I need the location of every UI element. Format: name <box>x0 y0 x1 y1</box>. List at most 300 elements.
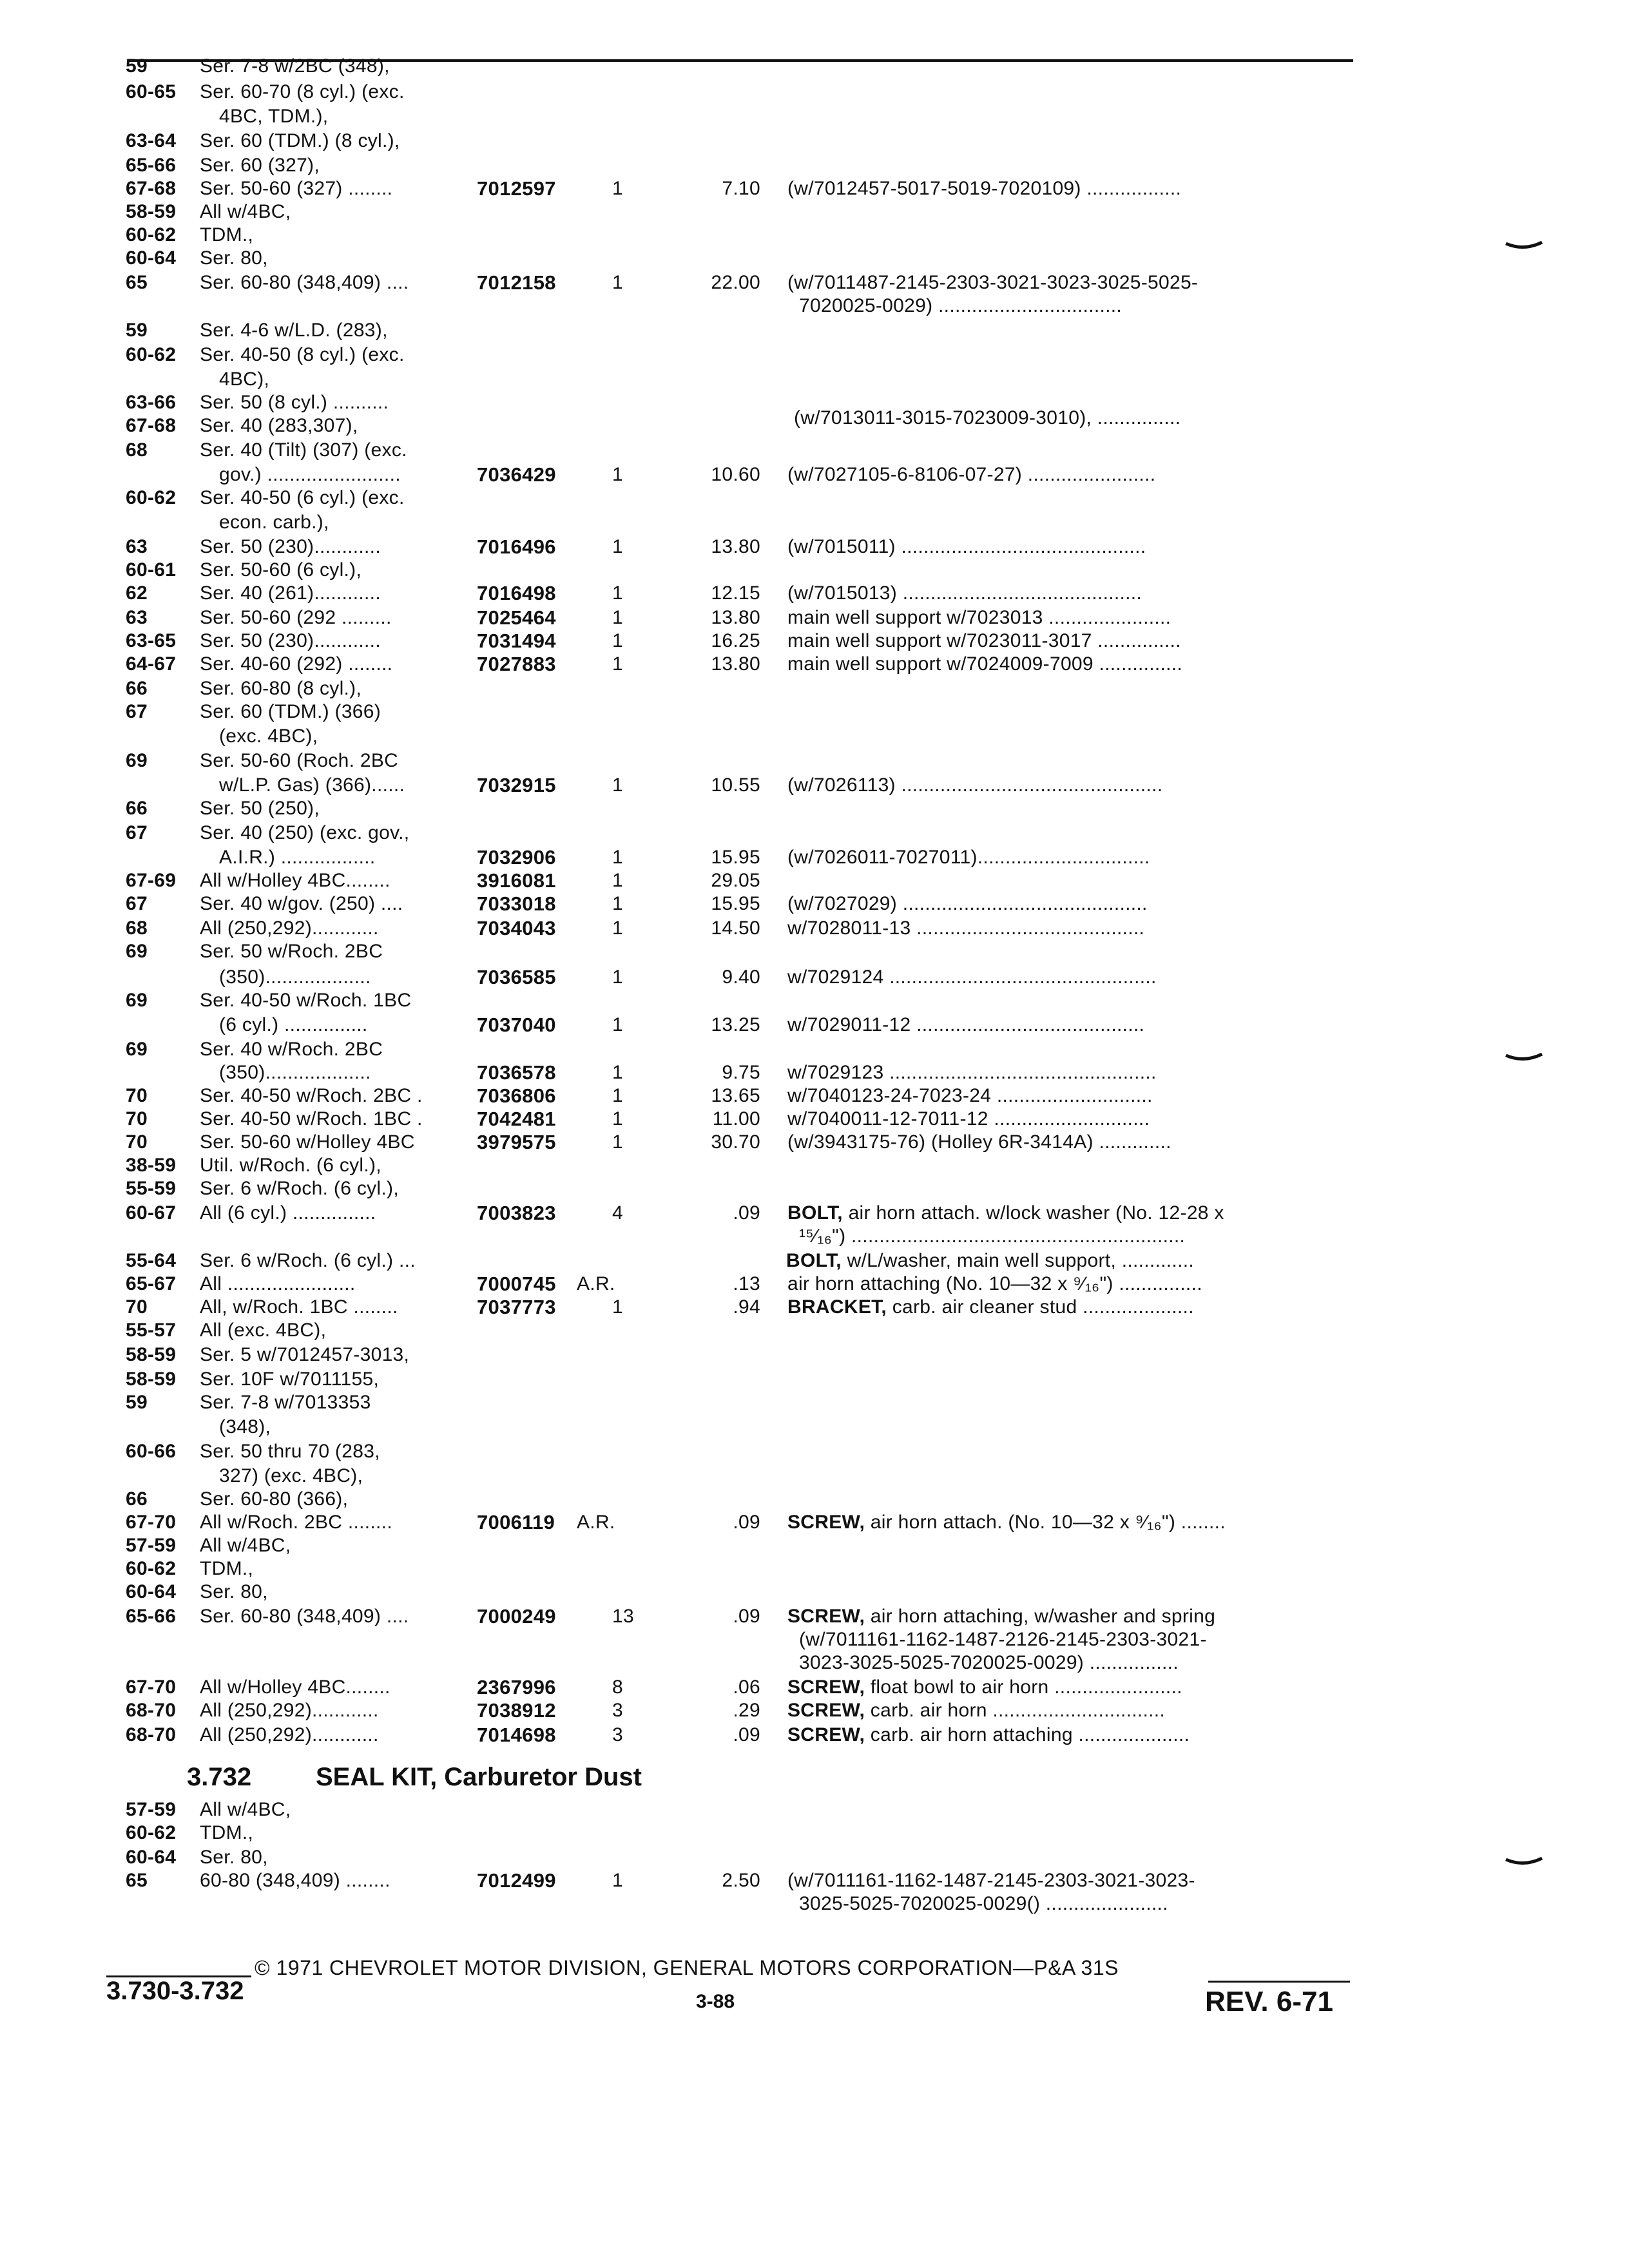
application-text: Ser. 40 (261)............ <box>200 582 381 604</box>
part-description <box>787 847 1150 869</box>
quantity: 1 <box>612 918 623 939</box>
quantity: 1 <box>612 966 623 988</box>
part-detail: carb. air horn ............................... <box>865 1700 1166 1721</box>
quantity: 1 <box>612 582 623 604</box>
model-year: 67-68 <box>126 178 177 199</box>
model-year: 60-61 <box>126 559 177 581</box>
application-text: Ser. 40-50 (6 cyl.) (exc. <box>200 487 405 508</box>
quantity: 1 <box>612 893 623 914</box>
price: 13.80 <box>711 653 760 675</box>
model-year: 55-64 <box>126 1250 177 1271</box>
part-detail: w/7040123-24-7023-24 ............................ <box>787 1085 1153 1106</box>
quantity: A.R. <box>577 1512 615 1533</box>
model-year: 63 <box>126 536 148 557</box>
application-text: 327) (exc. 4BC), <box>219 1465 363 1486</box>
quantity: 1 <box>612 1870 623 1891</box>
price: .94 <box>733 1296 760 1318</box>
model-year: 63-65 <box>126 630 177 651</box>
part-detail: float bowl to air horn ....................... <box>865 1677 1182 1698</box>
application-text: Ser. 40 (Tilt) (307) (exc. <box>200 439 407 461</box>
part-description <box>787 966 1157 988</box>
model-year: 63-66 <box>126 392 177 413</box>
quantity: 1 <box>612 630 623 651</box>
part-description <box>787 1131 1171 1153</box>
application-text: (exc. 4BC), <box>219 726 318 747</box>
model-year: 65 <box>126 272 148 293</box>
part-description <box>787 1724 1190 1746</box>
price: 11.00 <box>712 1108 760 1129</box>
part-detail: (w/7013011-3015-7023009-3010), ............... <box>794 407 1181 428</box>
price: 30.70 <box>711 1131 760 1153</box>
part-detail: (w/7012457-5017-5019-7020109) ................. <box>787 178 1182 199</box>
application-text: TDM., <box>200 1822 254 1843</box>
model-year: 70 <box>126 1108 148 1129</box>
application-text: Ser. 60 (327), <box>200 155 320 176</box>
application-text: Ser. 7-8 w/7013353 <box>200 1392 371 1413</box>
quantity: 1 <box>612 774 623 796</box>
price: .09 <box>733 1724 760 1745</box>
model-year: 67-69 <box>126 870 177 891</box>
application-text: Ser. 40-50 w/Roch. 2BC . <box>200 1085 423 1106</box>
application-text: All, w/Roch. 1BC ........ <box>200 1296 398 1318</box>
part-description <box>787 582 1142 604</box>
application-text: Ser. 60 (TDM.) (8 cyl.), <box>200 130 400 151</box>
part-description <box>787 464 1155 486</box>
application-text: Ser. 40-50 w/Roch. 1BC . <box>200 1108 423 1129</box>
description-continuation <box>799 295 1122 317</box>
part-number: 7037773 <box>477 1296 556 1318</box>
price: 9.40 <box>722 966 760 988</box>
application-text: Ser. 40-50 w/Roch. 1BC <box>200 990 412 1011</box>
price: 14.50 <box>711 918 760 939</box>
model-year: 68-70 <box>126 1724 177 1745</box>
application-text: Ser. 6 w/Roch. (6 cyl.), <box>200 1178 399 1199</box>
part-number: 7016498 <box>477 582 556 604</box>
quantity: 1 <box>612 607 623 628</box>
model-year: 62 <box>126 582 148 604</box>
part-number: 7000745 <box>477 1273 556 1295</box>
part-detail: (w/7011161-1162-1487-2145-2303-3021-3023- <box>787 1870 1195 1891</box>
application-text: Ser. 4-6 w/L.D. (283), <box>200 320 388 341</box>
application-text: (6 cyl.) ............... <box>219 1014 368 1035</box>
model-year: 67 <box>126 701 148 722</box>
model-year: 60-62 <box>126 1558 177 1579</box>
application-text: Util. w/Roch. (6 cyl.), <box>200 1155 381 1176</box>
part-detail: (w/3943175-76) (Holley 6R-3414A) ............. <box>787 1131 1171 1153</box>
part-description <box>787 1677 1182 1698</box>
model-year: 60-62 <box>126 344 177 365</box>
price: 2.50 <box>722 1870 760 1891</box>
part-number: 7000249 <box>477 1605 556 1628</box>
quantity: 1 <box>612 653 623 675</box>
part-number: 7037040 <box>477 1014 556 1036</box>
part-detail: air horn attach. w/lock washer (No. 12-28 x <box>842 1202 1224 1224</box>
quantity: 1 <box>612 1014 623 1035</box>
application-text: All (250,292)............ <box>200 1700 379 1721</box>
model-year: 64-67 <box>126 653 177 675</box>
application-text: (350)................... <box>219 1062 371 1083</box>
application-text: Ser. 50 thru 70 (283, <box>200 1441 380 1462</box>
model-year: 66 <box>126 798 148 819</box>
application-text: All ....................... <box>200 1273 356 1294</box>
part-detail: w/7029124 ................................................ <box>787 966 1157 988</box>
application-text: Ser. 80, <box>200 1581 268 1602</box>
part-detail: 3023-3025-5025-7020025-0029) ................ <box>799 1652 1179 1673</box>
application-text: Ser. 80, <box>200 247 268 269</box>
application-text: All w/4BC, <box>200 1799 291 1820</box>
application-text: Ser. 40 w/gov. (250) .... <box>200 893 403 914</box>
part-name: SCREW, <box>787 1700 865 1721</box>
price: 10.60 <box>711 464 760 485</box>
model-year: 60-62 <box>126 1822 177 1843</box>
part-detail: main well support w/7023011-3017 ............... <box>787 630 1181 651</box>
quantity: 1 <box>612 1085 623 1106</box>
application-text: TDM., <box>200 1558 254 1579</box>
footer-section-range: 3.730-3.732 <box>106 1977 244 2005</box>
application-text: (350)................... <box>219 966 371 988</box>
part-number: 7016496 <box>477 535 556 558</box>
quantity: 13 <box>612 1606 634 1627</box>
application-text: Ser. 50-60 (292 ......... <box>200 607 392 628</box>
model-year: 57-59 <box>126 1799 177 1820</box>
part-detail: (w/7011161-1162-1487-2126-2145-2303-3021- <box>799 1629 1207 1650</box>
application-text: Ser. 60-80 (348,409) .... <box>200 1606 409 1627</box>
application-text: Ser. 50 (230)............ <box>200 536 381 557</box>
part-number: 7036429 <box>477 463 556 486</box>
application-text: Ser. 60 (TDM.) (366) <box>200 701 381 722</box>
price: 15.95 <box>711 847 760 868</box>
application-text: TDM., <box>200 224 254 245</box>
price: 7.10 <box>722 178 760 199</box>
part-detail: main well support w/7023013 ...................... <box>787 607 1171 628</box>
part-description <box>787 536 1146 558</box>
application-text: 4BC, TDM.), <box>219 106 329 127</box>
part-detail: ¹⁵⁄₁₆") ............................................................ <box>799 1225 1186 1247</box>
footer-copyright: © 1971 CHEVROLET MOTOR DIVISION, GENERAL MOTORS CORPORATION—P&A 31S <box>255 1956 1119 1979</box>
part-number: 3916081 <box>477 869 556 892</box>
application-text: Ser. 50 (8 cyl.) .......... <box>200 392 389 413</box>
part-number: 3979575 <box>477 1131 556 1153</box>
model-year: 67-68 <box>126 415 177 436</box>
part-description <box>787 272 1198 294</box>
application-text: econ. carb.), <box>219 512 329 533</box>
part-name: BOLT, <box>786 1250 842 1271</box>
price: 9.75 <box>722 1062 760 1083</box>
application-text: Ser. 50-60 w/Holley 4BC <box>200 1131 415 1153</box>
binder-tick-mark <box>1505 240 1543 253</box>
part-description <box>787 1108 1150 1130</box>
model-year: 67 <box>126 822 148 843</box>
part-description <box>787 1606 1215 1628</box>
quantity: 4 <box>612 1202 623 1224</box>
part-number: 2367996 <box>477 1676 556 1698</box>
part-detail: w/7040011-12-7011-12 ............................ <box>787 1108 1150 1129</box>
quantity: 1 <box>612 1296 623 1318</box>
part-number: 7025464 <box>477 606 556 629</box>
part-number: 7031494 <box>477 629 556 652</box>
binder-tick-mark <box>1505 1856 1543 1869</box>
part-number: 7036578 <box>477 1061 556 1084</box>
model-year: 63-64 <box>126 130 177 151</box>
part-name: SCREW, <box>787 1677 865 1698</box>
model-year: 60-62 <box>126 487 177 508</box>
part-detail: main well support w/7024009-7009 ............... <box>787 653 1183 675</box>
description-continuation <box>794 407 1181 429</box>
part-detail: (w/7026011-7027011)............................... <box>787 847 1150 868</box>
description-continuation <box>799 1225 1185 1247</box>
part-description <box>787 653 1182 675</box>
model-year: 70 <box>126 1296 148 1318</box>
part-name: BOLT, <box>787 1202 843 1224</box>
model-year: 60-65 <box>126 81 177 102</box>
application-text: All w/Holley 4BC........ <box>200 1677 390 1698</box>
part-description <box>787 918 1144 939</box>
application-text: Ser. 50-60 (6 cyl.), <box>200 559 362 581</box>
price: .09 <box>733 1606 760 1627</box>
application-text: All w/4BC, <box>200 1535 291 1556</box>
model-year: 60-66 <box>126 1441 177 1462</box>
price: 22.00 <box>711 272 760 293</box>
price: 10.55 <box>711 774 760 796</box>
part-number: 7012499 <box>477 1869 556 1892</box>
description-continuation <box>799 1652 1179 1674</box>
price: 15.95 <box>711 893 760 914</box>
application-text: A.I.R.) ................. <box>219 847 376 868</box>
part-number: 7036806 <box>477 1084 556 1107</box>
model-year: 70 <box>126 1131 148 1153</box>
model-year: 66 <box>126 1488 148 1510</box>
part-detail: (w/7027105-6-8106-07-27) ....................... <box>787 464 1156 485</box>
application-text: All w/Roch. 2BC ........ <box>200 1512 392 1533</box>
price: 13.65 <box>711 1085 760 1106</box>
description-continuation <box>799 1893 1168 1915</box>
part-number: 7003823 <box>477 1202 556 1224</box>
quantity: 3 <box>612 1724 623 1745</box>
part-number: 7032915 <box>477 774 556 796</box>
footer-revision: REV. 6-71 <box>1205 1986 1333 2017</box>
part-description <box>787 774 1162 796</box>
model-year: 67-70 <box>126 1512 177 1533</box>
model-year: 60-64 <box>126 1847 177 1868</box>
model-year: 66 <box>126 678 148 699</box>
part-detail: 7020025-0029) ................................. <box>799 295 1122 316</box>
part-description <box>787 1700 1165 1722</box>
description-continuation <box>786 1250 1194 1272</box>
price: 13.80 <box>711 536 760 557</box>
model-year: 70 <box>126 1085 148 1106</box>
quantity: 1 <box>612 1108 623 1129</box>
model-year: 38-59 <box>126 1155 177 1176</box>
part-detail: (w/7015013) ........................................... <box>787 582 1142 604</box>
price: 13.80 <box>711 607 760 628</box>
part-number: 7032906 <box>477 846 556 869</box>
price: 13.25 <box>711 1014 760 1035</box>
description-continuation <box>799 1629 1207 1651</box>
part-detail: (w/7015011) ............................................ <box>787 536 1146 557</box>
price: .06 <box>733 1677 760 1698</box>
part-number: 7006119 <box>477 1511 555 1533</box>
price: 29.05 <box>711 870 760 891</box>
model-year: 69 <box>126 750 148 771</box>
application-text: Ser. 60-80 (366), <box>200 1488 349 1510</box>
part-detail: w/L/washer, main well support, ............. <box>841 1250 1194 1271</box>
model-year: 60-67 <box>126 1202 177 1224</box>
application-text: Ser. 6 w/Roch. (6 cyl.) ... <box>200 1250 416 1271</box>
part-name: SCREW, <box>787 1512 865 1533</box>
application-text: Ser. 40-50 (8 cyl.) (exc. <box>200 344 405 365</box>
footer-page-number: 3-88 <box>696 1991 735 2012</box>
application-text: Ser. 40 (250) (exc. gov., <box>200 822 410 843</box>
model-year: 69 <box>126 941 148 962</box>
part-description <box>787 1202 1224 1224</box>
application-text: Ser. 5 w/7012457-3013, <box>200 1344 410 1365</box>
part-number: 7038912 <box>477 1699 556 1722</box>
model-year: 69 <box>126 990 148 1011</box>
application-text: Ser. 60-80 (8 cyl.), <box>200 678 362 699</box>
application-text: Ser. 10F w/7011155, <box>200 1369 380 1390</box>
part-name: SCREW, <box>787 1606 865 1627</box>
application-text: 4BC), <box>219 369 270 390</box>
model-year: 58-59 <box>126 1344 177 1365</box>
part-number: 7036585 <box>477 966 556 988</box>
model-year: 58-59 <box>126 201 177 222</box>
part-description <box>787 630 1181 652</box>
part-detail: 3025-5025-7020025-0029() ...................... <box>799 1893 1168 1914</box>
price: .09 <box>733 1512 760 1533</box>
quantity: 1 <box>612 847 623 868</box>
model-year: 67 <box>126 893 148 914</box>
model-year: 68-70 <box>126 1700 177 1721</box>
application-text: Ser. 50-60 (327) ........ <box>200 178 393 199</box>
model-year: 68 <box>126 439 148 461</box>
part-description <box>787 1512 1226 1533</box>
model-year: 69 <box>126 1039 148 1060</box>
part-detail: air horn attaching (No. 10—32 x ⁹⁄₁₆") ............... <box>787 1273 1202 1294</box>
price: .09 <box>733 1202 760 1224</box>
model-year: 65 <box>126 1870 148 1891</box>
part-detail: (w/7026113) ............................................... <box>787 774 1163 796</box>
part-number: 7033018 <box>477 892 556 915</box>
application-text: All w/Holley 4BC........ <box>200 870 390 891</box>
model-year: 67-70 <box>126 1677 177 1698</box>
application-text: Ser. 60-80 (348,409) .... <box>200 272 409 293</box>
part-detail: (w/7027029) ............................................ <box>787 893 1148 914</box>
quantity: 1 <box>612 1131 623 1153</box>
quantity: 1 <box>612 178 623 199</box>
application-text: All (exc. 4BC), <box>200 1320 327 1341</box>
part-description <box>787 1870 1195 1892</box>
part-number: 7027883 <box>477 653 556 675</box>
part-detail: carb. air horn attaching .................... <box>865 1724 1190 1745</box>
application-text: Ser. 80, <box>200 1847 268 1868</box>
application-text: Ser. 7-8 w/2BC (348), <box>200 55 390 77</box>
model-year: 65-66 <box>126 155 177 176</box>
part-number: 7014698 <box>477 1724 556 1746</box>
application-text: Ser. 50 (230)............ <box>200 630 381 651</box>
quantity: 1 <box>612 272 623 293</box>
model-year: 58-59 <box>126 1369 177 1390</box>
model-year: 59 <box>126 55 148 77</box>
price: .29 <box>733 1700 760 1721</box>
quantity: 1 <box>612 1062 623 1083</box>
part-detail: w/7029123 ................................................ <box>787 1062 1157 1083</box>
part-description <box>787 178 1181 200</box>
binder-tick-mark <box>1505 1052 1543 1064</box>
part-description <box>787 1014 1144 1036</box>
application-text: Ser. 50 (250), <box>200 798 320 819</box>
section-title: SEAL KIT, Carburetor Dust <box>316 1763 642 1791</box>
part-number: 7012597 <box>477 177 556 200</box>
quantity: A.R. <box>577 1273 615 1294</box>
part-description <box>787 1062 1157 1084</box>
price: 12.15 <box>711 582 760 604</box>
application-text: (348), <box>219 1416 271 1437</box>
model-year: 65-67 <box>126 1273 177 1294</box>
part-number: 7042481 <box>477 1108 556 1130</box>
application-text: 60-80 (348,409) ........ <box>200 1870 390 1891</box>
application-text: Ser. 40-60 (292) ........ <box>200 653 393 675</box>
application-text: Ser. 40 (283,307), <box>200 415 358 436</box>
model-year: 60-64 <box>126 247 177 269</box>
application-text: All (250,292)............ <box>200 918 379 939</box>
application-text: gov.) ........................ <box>219 464 401 485</box>
footer-rule-right <box>1208 1981 1350 1983</box>
application-text: w/L.P. Gas) (366)...... <box>219 774 405 796</box>
part-detail: w/7028011-13 ......................................... <box>787 918 1145 939</box>
model-year: 59 <box>126 320 148 341</box>
quantity: 1 <box>612 536 623 557</box>
part-name: SCREW, <box>787 1724 865 1745</box>
section-number: 3.732 <box>187 1763 252 1791</box>
part-description <box>787 1273 1202 1295</box>
part-detail: (w/7011487-2145-2303-3021-3023-3025-5025- <box>787 272 1199 293</box>
application-text: All (6 cyl.) ............... <box>200 1202 376 1224</box>
quantity: 1 <box>612 870 623 891</box>
price: .13 <box>733 1273 760 1294</box>
model-year: 68 <box>126 918 148 939</box>
model-year: 65-66 <box>126 1606 177 1627</box>
part-number: 7012158 <box>477 271 556 294</box>
part-description <box>787 893 1148 915</box>
price: 16.25 <box>711 630 760 651</box>
part-description <box>787 1296 1194 1318</box>
model-year: 59 <box>126 1392 148 1413</box>
model-year: 60-62 <box>126 224 177 245</box>
model-year: 55-57 <box>126 1320 177 1341</box>
part-detail: carb. air cleaner stud .................... <box>887 1296 1194 1318</box>
application-text: Ser. 60-70 (8 cyl.) (exc. <box>200 81 405 102</box>
part-detail: air horn attaching, w/washer and spring <box>865 1606 1216 1627</box>
part-detail: w/7029011-12 ......................................... <box>787 1014 1145 1035</box>
part-description <box>787 1085 1153 1107</box>
model-year: 60-64 <box>126 1581 177 1602</box>
model-year: 63 <box>126 607 148 628</box>
application-text: All w/4BC, <box>200 201 291 222</box>
application-text: Ser. 40 w/Roch. 2BC <box>200 1039 383 1060</box>
application-text: All (250,292)............ <box>200 1724 379 1745</box>
quantity: 1 <box>612 464 623 485</box>
quantity: 3 <box>612 1700 623 1721</box>
application-text: Ser. 50 w/Roch. 2BC <box>200 941 383 962</box>
model-year: 57-59 <box>126 1535 177 1556</box>
quantity: 8 <box>612 1677 623 1698</box>
part-name: BRACKET, <box>787 1296 887 1318</box>
model-year: 55-59 <box>126 1178 177 1199</box>
application-text: Ser. 50-60 (Roch. 2BC <box>200 750 399 771</box>
part-number: 7034043 <box>477 917 556 939</box>
part-description <box>787 607 1171 629</box>
part-detail: air horn attach. (No. 10—32 x ⁹⁄₁₆") ........ <box>865 1512 1226 1533</box>
